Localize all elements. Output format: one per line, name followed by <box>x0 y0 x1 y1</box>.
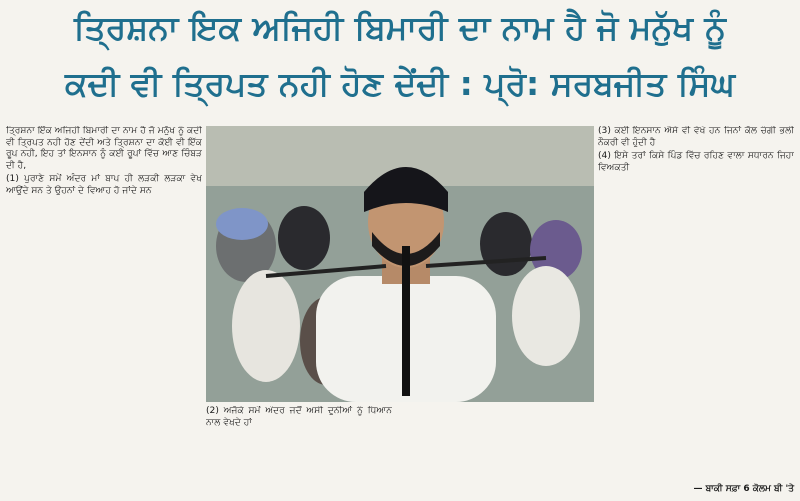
headline <box>0 0 800 118</box>
paragraph: (3) ਕਈ ਇਨਸਾਨ ਐਸੇ ਵੀ ਵੇਖੇ ਹਨ ਜਿਨਾਂ ਕੋਲ ਚੰਗੀ ਭਲੀ ਨੌਕਰੀ ਵੀ ਹੁੰਦੀ ਹੈ <box>598 126 794 148</box>
paragraph: ਤ੍ਰਿਸ਼ਨਾ ਇੱਕ ਅਜਿਹੀ ਬਿਮਾਰੀ ਦਾ ਨਾਮ ਹੈ ਜੋ ਮਨੁੱਖ ਨੂੰ ਕਦੀ ਵੀ ਤ੍ਰਿਪਤ ਨਹੀ ਹੋਣ ਦੇਂਦੀ ਅਤੇ ਤ੍ਰਿਸ਼ਨਾ ਦਾ ਕੋਈ ਵੀ ਇੱਕ ਰੂਪ ਨਹੀ, ਇਹ ਤਾਂ ਇਨਸਾਨ ਨੂੰ ਕਈ ਰੂਪਾਂ ਵਿੱਚ ਆਣ ਚਿੰਬੜ ਦੀ ਹੈ, <box>6 126 202 171</box>
article-column-right <box>598 126 794 496</box>
headline-line-2: ਕਦੀ ਵੀ ਤ੍ਰਿਪਤ ਨਹੀ ਹੋਣ ਦੇਂਦੀ : ਪ੍ਰੋ: ਸਰਬਜੀਤ ਸਿੰਘ <box>64 64 735 103</box>
continued-note: — ਬਾਕੀ ਸਫ਼ਾ 6 ਕੋਲਮ ਬੀ 'ਤੇ <box>693 484 794 494</box>
speaker-photo <box>206 126 594 402</box>
article-column-mid-2 <box>400 406 592 496</box>
paragraph: (2) ਅਜੋਕੇ ਸਮੇਂ ਅੰਦਰ ਜਦੋਂ ਅਸੀ ਦੁਨੀਆਂ ਨੂੰ ਧਿਆਨ ਨਾਲ ਵੇਖਦੇ ਹਾਂ <box>206 406 392 428</box>
headline-line-1: ਤ੍ਰਿਸ਼ਨਾ ਇਕ ਅਜਿਹੀ ਬਿਮਾਰੀ ਦਾ ਨਾਮ ਹੈ ਜੋ ਮਨੁੱਖ ਨੂੰ <box>74 8 726 47</box>
article-column-mid-1 <box>206 406 392 496</box>
paragraph: (4) ਇਸੇ ਤਰਾਂ ਕਿਸੇ ਪਿੰਡ ਵਿੱਚ ਰਹਿਣ ਵਾਲਾ ਸਧਾਰਨ ਜਿਹਾ ਵਿਅਕਤੀ <box>598 151 794 173</box>
speaker-photo-illustration <box>206 126 594 402</box>
paragraph: (1) ਪੁਰਾਣੇ ਸਮੇਂ ਅੰਦਰ ਮਾਂ ਬਾਪ ਹੀ ਲੜਕੀ ਲੜਕਾ ਵੇਖ ਆਉਂਦੇ ਸਨ ਤੇ ਉਹਨਾਂ ਦੇ ਵਿਆਹ ਹੋ ਜਾਂਦੇ ਸਨ <box>6 174 202 196</box>
article-column-left <box>6 126 202 496</box>
